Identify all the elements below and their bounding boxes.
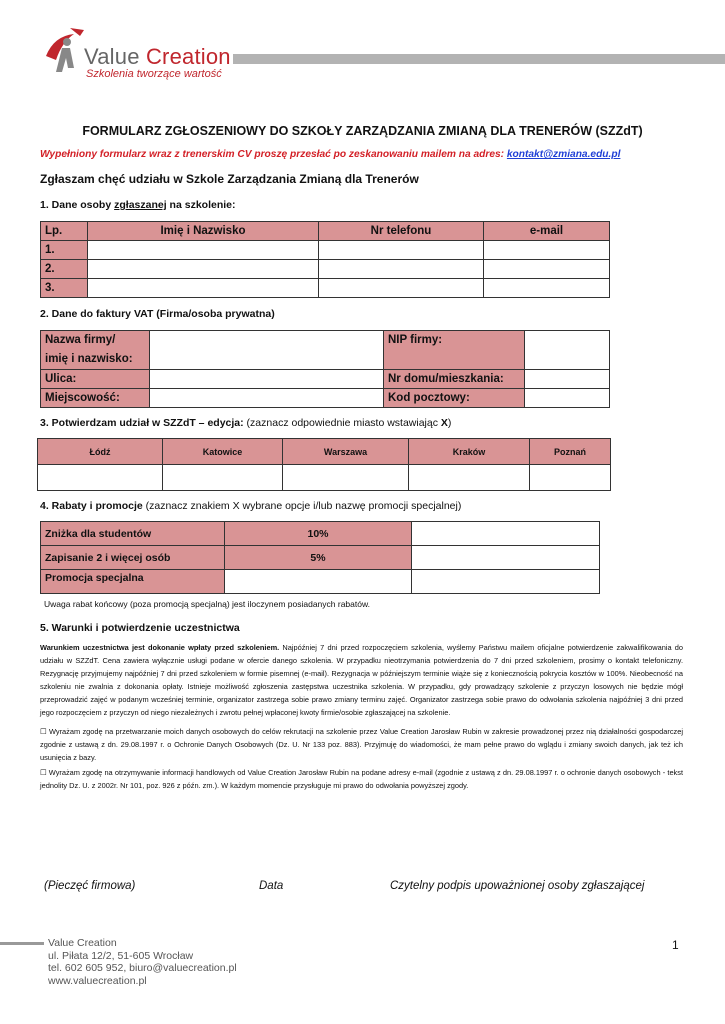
nip-label: NIP firmy: [384, 331, 525, 370]
footer-address [48, 937, 237, 987]
row-number: 3. [41, 279, 88, 298]
terms-text: Warunkiem uczestnictwa jest dokonanie wpłaty przed szkoleniem. Najpóźniej 7 dni przed rozpoczęciem szkolenia, wyślemy Państwu mailem oficjalne potwierdzenie zakwalifikowania do udziału w SZZdT. Cena zawiera wyłącznie usługi podane w ofercie danego szkolenia. W przypadku nieotrzymania potwierdzenia do 7 dni przed szkoleniem, prosimy o kontakt telefoniczny. Rezygnację przyjmujemy najpóźniej 7 dni przed szkoleniem w formie pisemnej (e-mail). Rezygnacja w późniejszym terminie wiąże się z koniecznością pokrycia kosztów w 100%. Nieobecność na szkoleniu nie zwalnia z dokonania opłaty. Istnieje możliwość zgłoszenia zastępstwa uczestnika szkolenia. W przypadku, gdy prowadzący szkolenie z przyczyn losowych nie będzie mógł przeprowadzić zajęć w podanym wcześniej terminie, organizator zastrzega sobie prawo zmiany terminu zajęć. Organizator zastrzega sobie prawo do odwołania szkolenia najpóźniej 3 dni przed jego rozpoczęciem z przyczyn od niego niezależnych i zwrotu pełnej wpłaconej kwoty firmie/osobie zgłaszającej na szkolenie. [40, 643, 683, 718]
invoice-table [40, 330, 610, 408]
section5-title: 5. Warunki i potwierdzenie uczestnictwa [40, 622, 240, 634]
nip-field[interactable] [525, 331, 610, 370]
house-field[interactable] [525, 370, 610, 389]
city-field[interactable] [150, 389, 384, 408]
discount-label: Promocja specjalna [41, 570, 225, 594]
contact-email-link[interactable]: kontakt@zmiana.edu.pl [506, 149, 621, 160]
section2-title: 2. Dane do faktury VAT (Firma/osoba prywatna) [40, 308, 275, 320]
discount-checkbox[interactable] [412, 570, 600, 594]
edition-table [37, 438, 611, 491]
city-katowice: Katowice [163, 439, 283, 465]
discount-value: 10% [225, 522, 412, 546]
consent-marketing[interactable]: ☐ Wyrażam zgodę na otrzymywanie informacji handlowych od Value Creation Jarosław Rubin na podane adresy e-mail (zgodnie z ustawą z dn. 29.08.1997 r. o ochronie danych osobowych - tekst jednolity Dz. U. z 2002r. Nr 101, poz. 926 z późn. zm.). W każdym momencie przysługuje mi prawo do odwołania powyższej zgody. [40, 768, 683, 791]
lodz-checkbox[interactable] [38, 465, 163, 491]
footer-website: www.valuecreation.pl [48, 974, 147, 987]
header-email: e-mail [484, 222, 610, 241]
date-label: Data [259, 880, 284, 892]
row-number: 1. [41, 241, 88, 260]
section1-title: 1. Dane osoby zgłaszanej na szkolenie: [40, 199, 236, 211]
header-name: Imię i Nazwisko [88, 222, 319, 241]
footer-contact: tel. 602 605 952, biuro@valuecreation.pl [48, 962, 237, 974]
logo-text: Value Creation [84, 44, 231, 69]
email-field[interactable] [484, 260, 610, 279]
phone-field[interactable] [319, 279, 484, 298]
discount-checkbox[interactable] [412, 522, 600, 546]
submission-notice: Wypełniony formularz wraz z trenerskim CV proszę przesłać po zeskanowaniu mailem na adres: kontakt@zmiana.edu.pl [40, 149, 621, 160]
consent-data-processing[interactable]: ☐ Wyrażam zgodę na przetwarzanie moich danych osobowych do celów rekrutacji na szkolenie przez Value Creation Jarosław Rubin w zakresie prowadzonej przez nią działalności gospodarczej zgodnie z ustawą z dn. 29.08.1997 r. o Ochronie Danych Osobowych (Dz. U. Nr 133 poz. 883). Przyjmuję do wiadomości, że mam pełne prawo do wglądu i zmiany swoich danych, jak też ich usunięcia z bazy. [40, 727, 683, 763]
postal-field[interactable] [525, 389, 610, 408]
discount-label: Zniżka dla studentów [41, 522, 225, 546]
discount-checkbox[interactable] [412, 546, 600, 570]
header-bar [233, 54, 725, 64]
company-field[interactable] [150, 331, 384, 370]
name-field[interactable] [88, 241, 319, 260]
discounts-table [40, 521, 600, 594]
postal-label: Kod pocztowy: [384, 389, 525, 408]
footer-bar [0, 942, 44, 945]
poznan-checkbox[interactable] [530, 465, 611, 491]
street-field[interactable] [150, 370, 384, 389]
page-title: FORMULARZ ZGŁOSZENIOWY DO SZKOŁY ZARZĄDZANIA ZMIANĄ DLA TRENERÓW (SZZdT) [82, 124, 643, 138]
logo-tagline: Szkolenia tworzące wartość [86, 68, 222, 80]
header-phone: Nr telefonu [319, 222, 484, 241]
house-label: Nr domu/mieszkania: [384, 370, 525, 389]
city-label: Miejscowość: [41, 389, 150, 408]
city-lodz: Łódź [38, 439, 163, 465]
header-lp: Lp. [41, 222, 88, 241]
discount-note: Uwaga rabat końcowy (poza promocją specjalną) jest iloczynem posiadanych rabatów. [44, 599, 371, 609]
name-field[interactable] [88, 260, 319, 279]
logo [40, 22, 90, 82]
row-number: 2. [41, 260, 88, 279]
street-label: Ulica: [41, 370, 150, 389]
city-poznan: Poznań [530, 439, 611, 465]
intro-heading: Zgłaszam chęć udziału w Szkole Zarządzania Zmianą dla Trenerów [40, 172, 419, 186]
phone-field[interactable] [319, 241, 484, 260]
email-field[interactable] [484, 241, 610, 260]
phone-field[interactable] [319, 260, 484, 279]
logo-figure-icon [40, 22, 90, 82]
special-promo-field[interactable] [225, 570, 412, 594]
city-warszawa: Warszawa [283, 439, 409, 465]
email-field[interactable] [484, 279, 610, 298]
stamp-label: (Pieczęć firmowa) [44, 880, 136, 892]
footer-street: ul. Piłata 12/2, 51-605 Wrocław [48, 949, 194, 962]
footer-company: Value Creation [48, 937, 117, 949]
discount-label: Zapisanie 2 i więcej osób [41, 546, 225, 570]
signature-label: Czytelny podpis upoważnionej osoby zgłaszającej [390, 880, 645, 892]
page-number: 1 [672, 938, 679, 952]
katowice-checkbox[interactable] [163, 465, 283, 491]
company-label: Nazwa firmy/ imię i nazwisko: [41, 331, 150, 370]
participants-table [40, 221, 610, 298]
krakow-checkbox[interactable] [409, 465, 530, 491]
city-krakow: Kraków [409, 439, 530, 465]
warszawa-checkbox[interactable] [283, 465, 409, 491]
section4-title: 4. Rabaty i promocje (zaznacz znakiem X wybrane opcje i/lub nazwę promocji specjalnej) [40, 500, 462, 512]
name-field[interactable] [88, 279, 319, 298]
discount-value: 5% [225, 546, 412, 570]
section3-title: 3. Potwierdzam udział w SZZdT – edycja: (zaznacz odpowiednie miasto wstawiając X) [40, 417, 452, 429]
